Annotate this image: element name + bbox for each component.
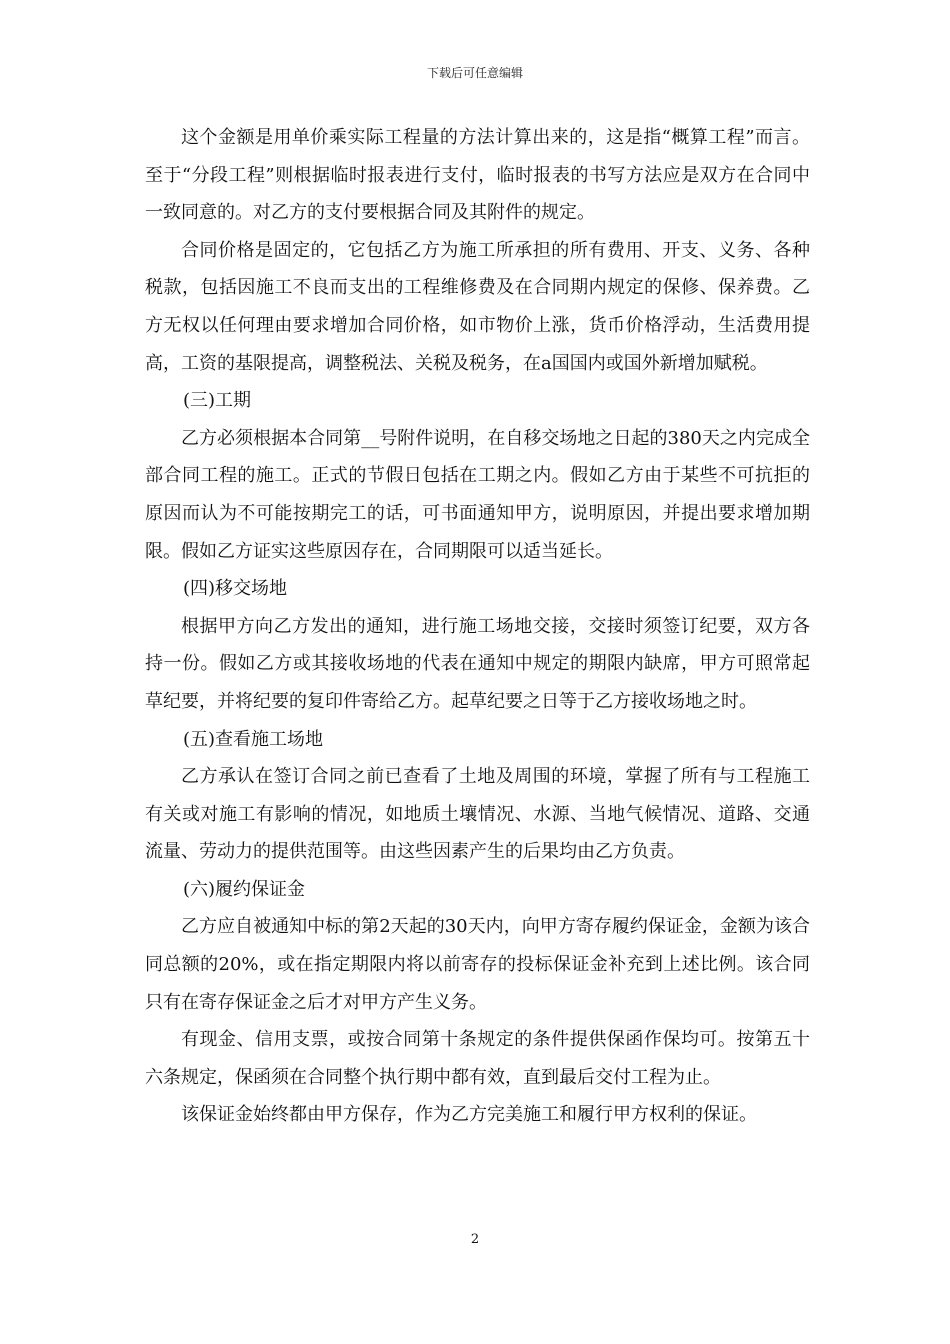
document-body [145,119,810,1134]
page-number: 2 [470,1232,480,1247]
paragraph: 乙方承认在签订合同之前已查看了土地及周围的环境，掌握了所有与工程施工有关或对施工有影响的情况，如地质土壤情况、水源、当地气候情况、道路、交通流量、劳动力的提供范围等。由这些因素产生的后果均由乙方负责。 [145,766,810,863]
paragraph: 合同价格是固定的，它包括乙方为施工所承担的所有费用、开支、义务、各种税款，包括因施工不良而支出的工程维修费及在合同期内规定的保修、保养费。乙方无权以任何理由要求增加合同价格，如市物价上涨，货币价格浮动，生活费用提高，工资的基限提高，调整税法、关税及税务，在a国国内或国外新增加赋税。 [145,239,810,374]
section-heading: (五)查看施工场地 [183,728,324,750]
paragraph: 该保证金始终都由甲方保存，作为乙方完美施工和履行甲方权利的保证。 [181,1104,757,1126]
paragraph: 这个金额是用单价乘实际工程量的方法计算出来的，这是指“概算工程”而言。至于“分段工程”则根据临时报表进行支付，临时报表的书写方法应是双方在合同中一致同意的。对乙方的支付要根据合同及其附件的规定。 [145,127,810,224]
paragraph: 有现金、信用支票，或按合同第十条规定的条件提供保函作保均可。按第五十六条规定，保函须在合同整个执行期中都有效，直到最后交付工程为止。 [145,1029,810,1088]
section-heading: (三)工期 [183,390,252,412]
paragraph: 乙方必须根据本合同第__号附件说明，在自移交场地之日起的380天之内完成全部合同工程的施工。正式的节假日包括在工期之内。假如乙方由于某些不可抗拒的原因而认为不可能按期完工的话，可书面通知甲方，说明原因，并提出要求增加期限。假如乙方证实这些原因存在，合同期限可以适当延长。 [145,427,810,562]
section-heading: (六)履约保证金 [183,878,306,900]
section-heading: (四)移交场地 [183,578,288,600]
page-header: 下载后可任意编辑 [426,66,523,80]
paragraph: 乙方应自被通知中标的第2天起的30天内，向甲方寄存履约保证金，金额为该合同总额的20%，或在指定期限内将以前寄存的投标保证金补充到上述比例。该合同只有在寄存保证金之后才对甲方产生义务。 [145,916,810,1013]
paragraph: 根据甲方向乙方发出的通知，进行施工场地交接，交接时须签订纪要，双方各持一份。假如乙方或其接收场地的代表在通知中规定的期限内缺席，甲方可照常起草纪要，并将纪要的复印件寄给乙方。起草纪要之日等于乙方接收场地之时。 [145,615,810,712]
